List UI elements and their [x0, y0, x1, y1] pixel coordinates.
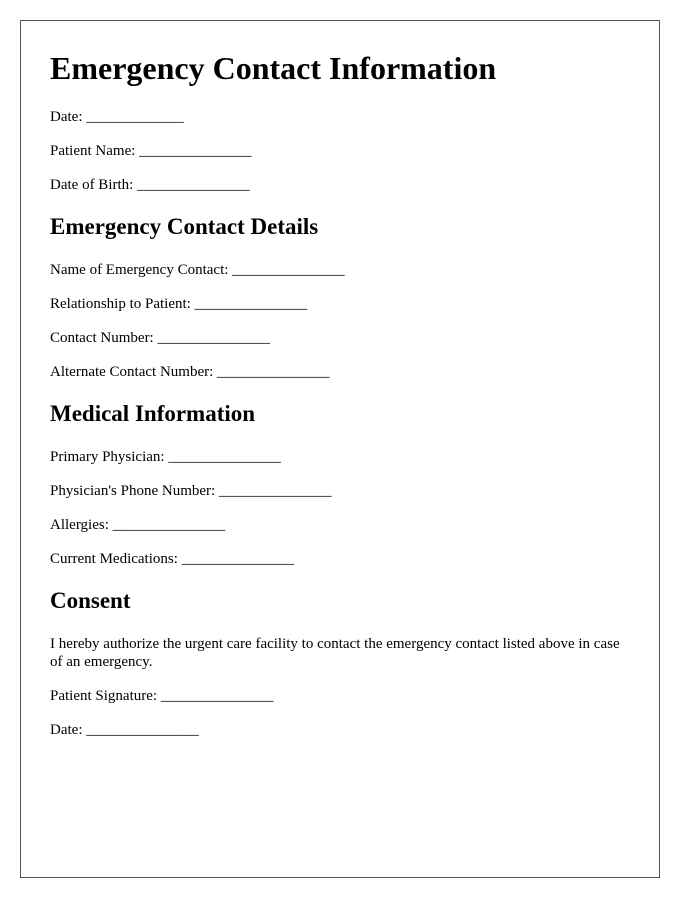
date-input-line[interactable]: _____________	[86, 109, 184, 125]
patient-name-label: Patient Name:	[50, 143, 136, 159]
physician-phone-label: Physician's Phone Number:	[50, 483, 216, 499]
date-of-birth-field	[50, 176, 250, 194]
page-title: Emergency Contact Information	[50, 50, 497, 86]
patient-signature-field	[50, 687, 273, 705]
primary-physician-label: Primary Physician:	[50, 449, 165, 465]
primary-physician-field	[50, 448, 281, 466]
physician-phone-field	[50, 482, 331, 500]
allergies-label: Allergies:	[50, 517, 109, 533]
emergency-contact-name-label: Name of Emergency Contact:	[50, 262, 229, 278]
consent-date-input-line[interactable]: _______________	[86, 722, 199, 738]
consent-heading: Consent	[50, 588, 131, 613]
emergency-contact-heading: Emergency Contact Details	[50, 214, 319, 239]
current-medications-label: Current Medications:	[50, 551, 178, 567]
relationship-field	[50, 295, 307, 313]
relationship-input-line[interactable]: _______________	[194, 296, 308, 312]
allergies-input-line[interactable]: _______________	[112, 517, 226, 533]
consent-date-label: Date:	[50, 722, 83, 738]
date-of-birth-input-line[interactable]: _______________	[137, 177, 250, 193]
emergency-contact-name-input-line[interactable]: _______________	[232, 262, 345, 278]
date-field	[50, 108, 184, 126]
alternate-contact-number-label: Alternate Contact Number:	[50, 364, 214, 380]
date-of-birth-label: Date of Birth:	[50, 177, 134, 193]
consent-date-field	[50, 721, 199, 739]
primary-physician-input-line[interactable]: _______________	[168, 449, 281, 465]
contact-number-label: Contact Number:	[50, 330, 154, 346]
patient-signature-input-line[interactable]: _______________	[160, 688, 274, 704]
consent-text: I hereby authorize the urgent care facility to contact the emergency contact listed above in case of an emergency.	[50, 636, 620, 670]
relationship-label: Relationship to Patient:	[50, 296, 191, 312]
physician-phone-input-line[interactable]: _______________	[218, 483, 332, 499]
emergency-contact-name-field	[50, 261, 345, 279]
patient-signature-label: Patient Signature:	[50, 688, 158, 704]
patient-name-input-line[interactable]: _______________	[139, 143, 252, 159]
current-medications-input-line[interactable]: _______________	[181, 551, 295, 567]
form-frame	[20, 20, 660, 878]
allergies-field	[50, 516, 225, 534]
patient-name-field	[50, 142, 252, 160]
current-medications-field	[50, 550, 294, 568]
alternate-contact-number-field	[50, 363, 330, 381]
alternate-contact-number-input-line[interactable]: _______________	[217, 364, 330, 380]
medical-information-heading: Medical Information	[50, 401, 256, 426]
contact-number-field	[50, 329, 270, 347]
contact-number-input-line[interactable]: _______________	[157, 330, 270, 346]
date-label: Date:	[50, 109, 83, 125]
